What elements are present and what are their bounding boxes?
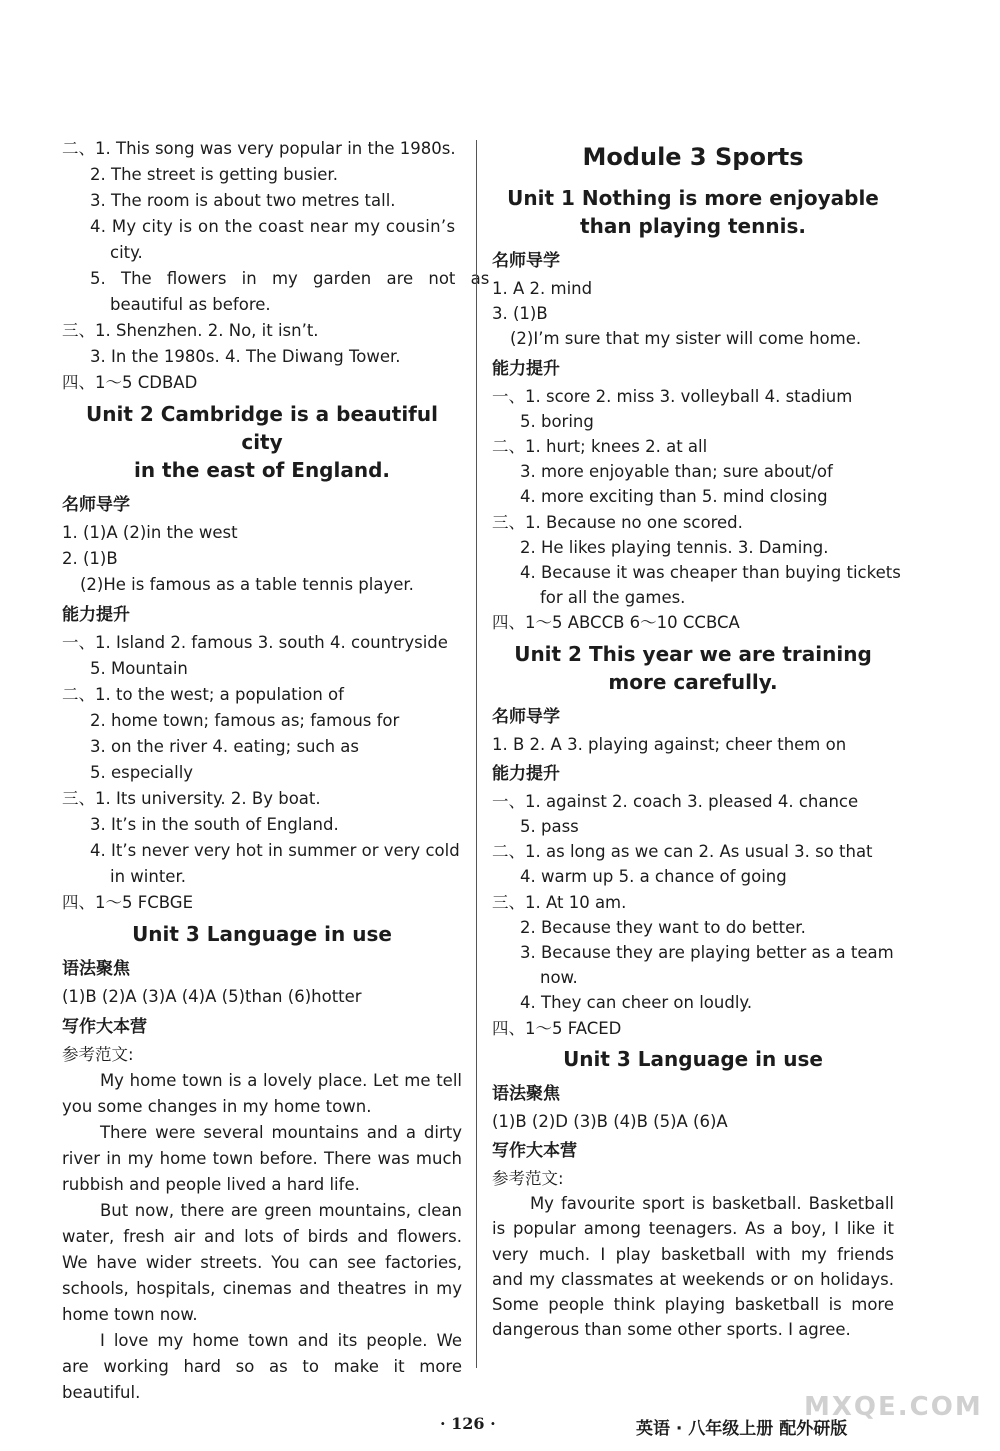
answer-line: 一、1. score 2. miss 3. volleyball 4. stadium bbox=[492, 386, 853, 406]
answer-line: 四、1～5 FACED bbox=[492, 1018, 622, 1038]
answer-line: 三、1. Its university. 2. By boat. bbox=[62, 789, 321, 808]
unit-heading bbox=[62, 400, 462, 484]
unit-heading-line: Unit 2 Cambridge is a beautiful city bbox=[86, 402, 438, 454]
answer-line: (1)B (2)D (3)B (4)B (5)A (6)A bbox=[492, 1111, 728, 1131]
unit-heading-line: more carefully. bbox=[608, 669, 778, 694]
answer-line: 3. more enjoyable than; sure about/of bbox=[520, 462, 833, 482]
answer-line: 4. Because it was cheaper than buying tickets bbox=[520, 563, 901, 583]
answer-line: 4. It’s never very hot in summer or very cold bbox=[90, 841, 460, 860]
answer-line: (1)B (2)A (3)A (4)A (5)than (6)hotter bbox=[62, 987, 362, 1006]
answer-line: now. bbox=[540, 968, 578, 988]
section-heading: 名师导学 bbox=[492, 251, 560, 271]
answer-line: 4. My city is on the coast near my cousin’s bbox=[90, 217, 456, 236]
answer-line: 二、1. as long as we can 2. As usual 3. so that bbox=[492, 842, 873, 862]
section-heading: 写作大本营 bbox=[492, 1141, 577, 1162]
answer-line: beautiful as before. bbox=[110, 295, 271, 314]
section-heading: 语法聚焦 bbox=[492, 1083, 560, 1104]
sample-label: 参考范文: bbox=[492, 1169, 564, 1189]
sample-label: 参考范文: bbox=[62, 1045, 134, 1064]
section-heading: 名师导学 bbox=[62, 495, 130, 515]
sample-paragraph: There were several mountains and a dirty river in my home town before. There was much rubbish and people lived a hard life. bbox=[62, 1123, 462, 1194]
unit-heading-line: Unit 1 Nothing is more enjoyable bbox=[507, 186, 879, 210]
answer-line: 二、1. This song was very popular in the 1980s. bbox=[62, 139, 456, 158]
answer-line: 1. (1)A (2)in the west bbox=[62, 523, 238, 542]
watermark-logo: MXQE.COM bbox=[804, 1392, 983, 1422]
section-heading: 能力提升 bbox=[492, 358, 560, 379]
unit-heading-line: than playing tennis. bbox=[580, 214, 806, 238]
answer-line: 2. He likes playing tennis. 3. Daming. bbox=[520, 537, 829, 557]
answer-line: 四、1～5 ABCCB 6～10 CCBCA bbox=[492, 613, 740, 633]
sample-paragraph: My favourite sport is basketball. Basketball is popular among teenagers. As a boy, I like it very much. I play basketball with my friends and my classmates at weekends or on holidays. Some people think playing basketball is more dangerous than some other sports. I agree. bbox=[492, 1194, 894, 1340]
answer-line: 三、1. Shenzhen. 2. No, it isn’t. bbox=[62, 321, 319, 340]
unit-heading-line: in the east of England. bbox=[134, 458, 390, 482]
answer-line: 1. B 2. A 3. playing against; cheer them on bbox=[492, 734, 847, 754]
unit-heading: Unit 3 Language in use bbox=[563, 1046, 823, 1071]
answer-line: for all the games. bbox=[540, 588, 686, 608]
answer-line: 2. home town; famous as; famous for bbox=[90, 711, 400, 730]
answer-line: 5. Mountain bbox=[90, 659, 188, 678]
page-number: · 126 · bbox=[440, 1414, 496, 1433]
answer-line: city. bbox=[110, 243, 143, 262]
answer-line: 三、1. At 10 am. bbox=[492, 892, 627, 912]
answer-line: in winter. bbox=[110, 867, 186, 886]
answer-line: (2)I’m sure that my sister will come home. bbox=[510, 329, 862, 349]
answer-line: 5. boring bbox=[520, 411, 594, 431]
right-column bbox=[492, 136, 901, 1343]
unit-heading bbox=[492, 184, 894, 240]
left-column bbox=[62, 136, 490, 1406]
answer-line: 四、1～5 FCBGE bbox=[62, 893, 193, 912]
sample-paragraph: My home town is a lovely place. Let me tell you some changes in my home town. bbox=[62, 1071, 462, 1116]
answer-line: 二、1. hurt; knees 2. at all bbox=[492, 437, 708, 457]
module-title: Module 3 Sports bbox=[582, 143, 804, 171]
answer-line: 三、1. Because no one scored. bbox=[492, 512, 743, 532]
answer-line: 3. Because they are playing better as a team bbox=[520, 943, 894, 963]
answer-line: 四、1～5 CDBAD bbox=[62, 373, 198, 392]
answer-line: 5. pass bbox=[520, 817, 579, 837]
answer-line: 4. They can cheer on loudly. bbox=[520, 993, 753, 1013]
unit-heading bbox=[492, 640, 894, 696]
column-divider bbox=[476, 140, 477, 1368]
section-heading: 名师导学 bbox=[492, 706, 560, 727]
answer-line: 一、1. against 2. coach 3. pleased 4. chance bbox=[492, 791, 859, 811]
answer-line: 3. (1)B bbox=[492, 304, 548, 324]
sample-paragraph: But now, there are green mountains, clean water, fresh air and lots of birds and flowers. We have wider streets. You can see factories, schools, hospitals, cinemas and theatres in my home town now. bbox=[62, 1201, 462, 1324]
answer-line: 4. more exciting than 5. mind closing bbox=[520, 487, 828, 507]
section-heading: 能力提升 bbox=[492, 763, 560, 784]
answer-line: 3. In the 1980s. 4. The Diwang Tower. bbox=[90, 347, 401, 366]
section-heading: 写作大本营 bbox=[62, 1017, 147, 1037]
answer-line: 2. Because they want to do better. bbox=[520, 917, 806, 937]
answer-line: 3. The room is about two metres tall. bbox=[90, 191, 396, 210]
answer-line: 2. (1)B bbox=[62, 549, 118, 568]
sample-paragraph: I love my home town and its people. We are working hard so as to make it more beautiful. bbox=[62, 1331, 462, 1402]
unit-heading: Unit 3 Language in use bbox=[132, 922, 392, 946]
answer-line: 一、1. Island 2. famous 3. south 4. countryside bbox=[62, 633, 448, 652]
answer-line: 3. on the river 4. eating; such as bbox=[90, 737, 359, 756]
section-heading: 能力提升 bbox=[62, 605, 130, 625]
answer-line: 2. The street is getting busier. bbox=[90, 165, 338, 184]
book-title: 英语 · 八年级上册 配外研版 bbox=[636, 1419, 848, 1439]
answer-line: 3. It’s in the south of England. bbox=[90, 815, 339, 834]
answer-line: 二、1. to the west; a population of bbox=[62, 685, 344, 704]
answer-line: (2)He is famous as a table tennis player. bbox=[80, 575, 414, 594]
answer-line: 4. warm up 5. a chance of going bbox=[520, 867, 787, 887]
unit-heading-line: Unit 2 This year we are training bbox=[514, 641, 872, 666]
answer-line: 1. A 2. mind bbox=[492, 279, 593, 298]
answer-line: 5. The flowers in my garden are not as bbox=[90, 269, 490, 288]
section-heading: 语法聚焦 bbox=[62, 959, 130, 979]
answer-line: 5. especially bbox=[90, 763, 194, 782]
